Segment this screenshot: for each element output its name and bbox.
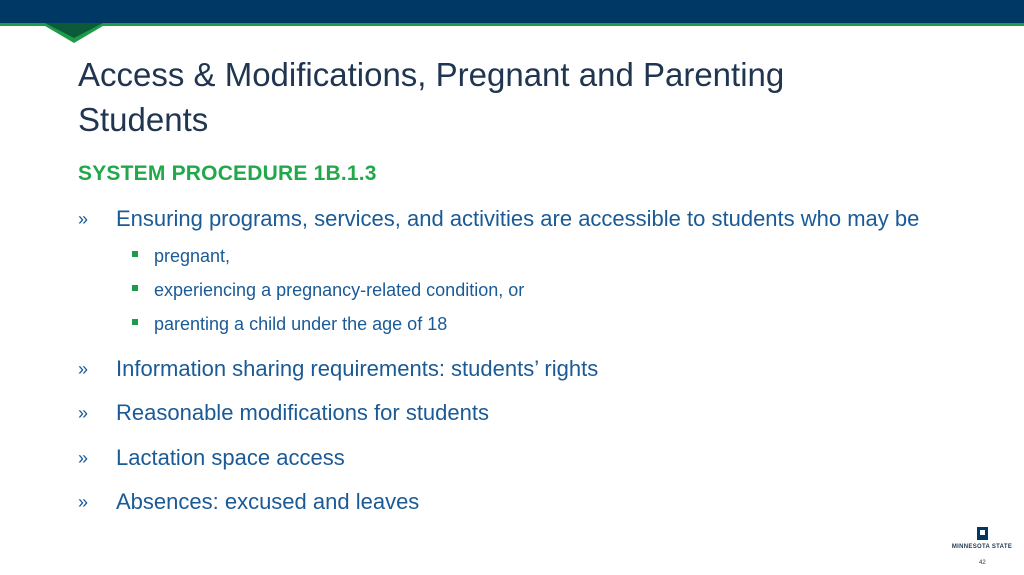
header-accent-line bbox=[0, 23, 1024, 26]
bullet-marker: » bbox=[78, 448, 89, 468]
bullet-list bbox=[78, 203, 938, 518]
sub-bullet-list bbox=[116, 239, 938, 341]
bullet-item bbox=[78, 486, 938, 518]
bullet-text: Absences: excused and leaves bbox=[116, 489, 420, 514]
bullet-marker: » bbox=[78, 492, 89, 512]
sub-bullet-text: experiencing a pregnancy-related condition, or bbox=[154, 280, 525, 300]
bullet-item bbox=[78, 203, 938, 341]
bullet-text: Information sharing requirements: students’ rights bbox=[116, 356, 599, 381]
sub-bullet-item bbox=[116, 239, 938, 273]
bullet-item bbox=[78, 397, 938, 429]
bullet-text: Ensuring programs, services, and activities are accessible to students who may be bbox=[116, 206, 920, 231]
slide-subtitle: SYSTEM PROCEDURE 1B.1.3 bbox=[78, 162, 377, 185]
bullet-text: Lactation space access bbox=[116, 445, 345, 470]
logo-text: MINNESOTA STATE bbox=[951, 544, 1013, 550]
bullet-item bbox=[78, 442, 938, 474]
sub-bullet-item bbox=[116, 273, 938, 307]
square-bullet-icon bbox=[132, 251, 138, 257]
bullet-marker: » bbox=[78, 403, 89, 423]
header-tab-inner-shape bbox=[45, 23, 103, 38]
slide-title: Access & Modifications, Pregnant and Parenting Students bbox=[78, 56, 785, 138]
bullet-marker: » bbox=[78, 359, 89, 379]
bullet-text: Reasonable modifications for students bbox=[116, 400, 489, 425]
sub-bullet-item bbox=[116, 307, 938, 341]
square-bullet-icon bbox=[132, 319, 138, 325]
bullet-item bbox=[78, 353, 938, 385]
header-bar bbox=[0, 0, 1024, 23]
sub-bullet-text: pregnant, bbox=[154, 246, 231, 266]
minnesota-state-logo bbox=[951, 527, 1013, 550]
sub-bullet-text: parenting a child under the age of 18 bbox=[154, 314, 448, 334]
minnesota-state-icon bbox=[977, 527, 988, 540]
bullet-marker: » bbox=[78, 209, 89, 229]
square-bullet-icon bbox=[132, 285, 138, 291]
page-number: 42 bbox=[979, 560, 986, 566]
